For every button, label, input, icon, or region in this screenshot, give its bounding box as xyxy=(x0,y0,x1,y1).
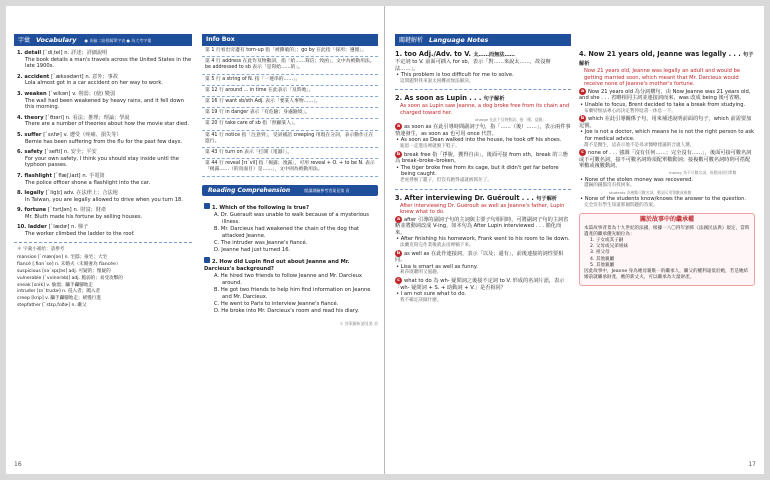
culture-box-title: 關於故事中的繼承權 xyxy=(639,216,694,224)
vocab-zh: 詳述；詳細說明 xyxy=(71,50,108,56)
vocab-pos: n. xyxy=(65,114,71,121)
vocab-headline xyxy=(17,74,192,81)
vocab-pos: n. xyxy=(64,149,69,156)
note-4-heading: 4. Now 21 years old, Jeanne was legally . . . 句子解析 xyxy=(579,50,754,67)
vocab-zh: 手電筒 xyxy=(89,172,105,179)
vocab-number: 8. xyxy=(17,190,23,197)
vocab-headline xyxy=(17,190,192,197)
extra-vocab-item: stepfather [ˋstɛpˌfɑðɚ] n. 繼父 xyxy=(17,303,87,309)
vocab-example: The wall had been weakened by heavy rains, and it fell down this morning. xyxy=(25,97,184,111)
rc-question xyxy=(204,203,376,212)
vocab-entry xyxy=(14,91,192,111)
vocab-pron: [ˋθɪəri] xyxy=(45,114,64,121)
vocab-pron: [ˋflæʃˌlaɪt] xyxy=(53,172,81,179)
culture-box-item: 2. 父母或兄弟姐妹 xyxy=(590,244,629,250)
rc-option: D. He broke into Mr. Darcieux's room and read his diary. xyxy=(214,307,359,314)
culture-box-body: 本篇故事背景為十九世紀的法國，根據一八〇四年頒佈《法國民法典》規定，當時遺產的繼承優先順位為： xyxy=(584,225,750,237)
extra-vocab-item: creep [krip] v. 躡手躡腳地走；緩慢行進 xyxy=(17,296,101,302)
vocab-entry xyxy=(14,224,192,237)
vocab-example: Lola almost got in a car accident on her way to work. xyxy=(25,80,163,87)
note-1-text: 不定詞 to V. 前面可插入 for sb，表示「對……來說太……，故沒辦法……」。 xyxy=(395,59,551,72)
culture-box-end: 因此故事中，Jeanne 身為她母親唯一的繼承人，繼父的權利遠低於她，若是她結婚前就繼承財產，她的新丈夫，可以繼承為大量財產。 xyxy=(584,269,749,281)
vocab-headline xyxy=(17,224,192,231)
question-box-icon xyxy=(204,257,210,263)
vocab-number: 10. xyxy=(17,224,27,231)
rc-question xyxy=(204,257,376,273)
info-row: 第 16 行 want sb/sth Adj. 表示「要某人事物……」。 xyxy=(202,97,378,108)
vocab-zh: 在法律上；合法地 xyxy=(76,190,118,197)
vocabulary-header xyxy=(14,34,192,46)
vocab-pos: v. xyxy=(72,90,77,97)
culture-box-list xyxy=(584,238,750,269)
rc-question-number: 2. xyxy=(212,258,218,265)
reading-comprehension-questions xyxy=(202,196,378,315)
culture-box-item: 3. 祖父母 xyxy=(590,250,610,256)
info-box-header xyxy=(202,34,378,46)
note-4c-annotation: money 為不可數名詞，故動詞須用單數 xyxy=(669,169,737,175)
extra-vocab-item: mansion [ˋmænʃən] n. 宅邸；豪宅；大宅 xyxy=(17,255,108,261)
right-page xyxy=(385,6,764,474)
vocab-word: suffer xyxy=(24,131,42,138)
note-4c-annotation-2: students 為複數可數名詞，動詞可用單數或複數 xyxy=(609,189,692,195)
info-row: 第 43 行 turn on 表示「打開（電器）」。 xyxy=(202,148,378,159)
vocab-headline xyxy=(17,115,192,122)
note-1-example: • This problem is too difficult for me to solve. xyxy=(396,72,514,79)
vocab-pron: [ˋdiˌtel] xyxy=(43,50,63,56)
extra-vocab-item: vulnerable [ˋvʌlnərəbḷ] adj. 脆弱的；易受攻擊的 xyxy=(17,275,123,281)
note-4c: c none of . . . 強調「沒有任何……；完全沒有……」，後面可接可數名詞或不可數名詞，接不可數名詞時須配單數動詞；接複數可數名詞時則可搭配單數或複數動詞。 xyxy=(579,150,752,170)
vocab-number: 4. xyxy=(17,114,23,121)
badge-a-icon: a xyxy=(580,88,585,94)
vocab-zh: 遭受（疼痛、損失等） xyxy=(69,131,122,138)
note-3-heading: 3. After interviewing Dr. Guéroult . . . 句子解析 xyxy=(395,193,557,202)
extra-vocabulary xyxy=(14,247,192,310)
page-number-left: 16 xyxy=(14,461,22,468)
vocab-pos: n. xyxy=(73,207,79,214)
rc-option: B. He got two friends to help him find information on Jeanne and Mr. Darcieux. xyxy=(214,286,371,300)
note-1-example-zh: 這問題對我來說太困難而無法解決。 xyxy=(400,78,474,84)
extra-vocabulary-title: ＊ 字彙小補給：請參考 xyxy=(17,246,65,252)
badge-a-icon: a xyxy=(396,124,401,130)
extra-vocab-item: fiancé [ˌfiɑnˋse] n. 未婚夫（未婚妻為 fiancée） xyxy=(17,262,121,268)
note-3a-example: • After finishing his homework, Frank went to his room to lie down. xyxy=(396,236,570,243)
vocab-zh: 意外；事故 xyxy=(92,73,119,80)
note-3b-example: • Lisa is smart as well as funny. xyxy=(396,263,478,270)
vocab-word: ladder xyxy=(28,224,47,231)
vocab-example: There are a number of theories about how the movie star died. xyxy=(25,121,189,128)
note-4c-example-zh: 遭竊的錢都沒有找回來。 xyxy=(584,183,635,189)
vocab-entry xyxy=(14,173,192,186)
badge-a-icon: a xyxy=(396,216,401,222)
note-2b: b break free 指「掙脫，獲得自由」，後面可接 from sth，break 的三態為 break–broke–broken。 xyxy=(395,151,568,165)
reading-comprehension-header xyxy=(202,185,378,196)
vocab-number: 9. xyxy=(17,207,23,214)
vocab-headline xyxy=(17,132,192,139)
notes-body-2 xyxy=(579,50,755,286)
vocab-example: The book details a man's travels across the United States in the late 1900s. xyxy=(25,56,192,70)
vocab-pos: n. xyxy=(64,50,70,56)
vocab-number: 2. xyxy=(17,73,23,80)
note-2-sentence: As soon as Lupin saw Jeanne, a dog broke free from its chain and charged toward her. xyxy=(400,103,570,116)
divider xyxy=(395,89,571,90)
vocab-headline xyxy=(17,91,192,98)
note-3a-example-zh: 法蘭克寫完作業後就去房裡躺下來。 xyxy=(400,243,474,249)
extra-vocab-item: sneak [snik] v. 偷溜；躡手躡腳地走 xyxy=(17,282,93,288)
vocab-word: weaken xyxy=(24,90,47,97)
vocabulary-title-en: Vocabulary xyxy=(35,36,77,44)
vocab-example: For your own safety, I think you should stay inside until the typhoon passes. xyxy=(25,155,179,169)
rc-question-text: How did Lupin find out about Jeanne and Mr. Darcieux's background? xyxy=(204,258,350,272)
vocab-pron: [ˋsefti] xyxy=(44,149,63,156)
note-3c: c what to do 為 wh- 疑問詞之後接不定詞 to V. 形成的名詞片語，表示「wh- 疑問詞 + S. + 助動詞 + V.」是否相同？ xyxy=(395,278,565,291)
vocab-example: In Taiwan, you are legally allowed to drive when you turn 18. xyxy=(25,196,183,203)
vocabulary-column xyxy=(14,34,192,310)
vocab-example: The worker climbed the ladder to the roof. xyxy=(25,231,135,238)
vocabulary-legend: ● 英檢二級相關單字表 ● 為大考字彙 xyxy=(84,38,152,43)
vocab-entry xyxy=(14,132,192,145)
badge-c-icon: c xyxy=(579,149,586,156)
vocab-headline xyxy=(17,207,192,214)
badge-b-icon: b xyxy=(396,151,401,157)
vocab-zh: 安全；平安 xyxy=(70,149,97,156)
vocab-zh: 削弱；(使) 變弱 xyxy=(78,90,116,97)
info-box-list xyxy=(202,46,378,177)
vocab-number: 7. xyxy=(17,172,23,179)
info-row: 第 44 行 reveal [rɪˋvil] 指「揭露；洩露」，可用 reveal + O. + to be N. 表示「揭露……（的真面目）是……」，文中則為被動用法。 xyxy=(202,159,378,176)
vocab-example: Bernie has been suffering from the flu for the past few days. xyxy=(25,138,183,145)
vocab-pos: n. xyxy=(82,172,88,179)
vocab-word: safety xyxy=(24,149,43,156)
note-4b-example: • Joe is not a doctor, which means he is not the right person to ask for medical advice. xyxy=(580,129,755,142)
note-3-sentence: After interviewing Dr. Guéroult as well as Jeanne's father, Lupin knew what to do. xyxy=(400,202,565,216)
rc-subtitle: 閱讀測驗參考答案見第 頁 xyxy=(304,187,350,193)
divider xyxy=(395,189,571,190)
vocab-word: fortune xyxy=(24,207,47,214)
note-4c-example: • None of the stolen money was recovered. xyxy=(580,176,694,183)
note-3a: a after 引導的副詞子句的主詞與主要子句相同時，可將副詞子句的主詞省略並將動詞改成 V-ing，如本句為 After Lupin interviewed . . . 簡化而來。 xyxy=(395,216,569,236)
info-row: 第 41 行 notice 指「注意到」，受詞補語 creeping 用現在分詞，表示動作正在進行。 xyxy=(202,131,378,148)
vocab-pos: n. xyxy=(71,224,77,231)
extra-vocab-item: suspicious [səˋspɪʃəs] adj. 可疑的；懷疑的 xyxy=(17,269,111,275)
vocab-number: 3. xyxy=(17,90,23,97)
vocab-zh: 財富；財產 xyxy=(80,207,107,214)
vocab-pron: [ˋfɔrtʃən] xyxy=(47,207,72,214)
note-2-heading: 2. As soon as Lupin . . . 句子解析 xyxy=(395,94,505,103)
left-page xyxy=(6,6,385,474)
rc-option: A. Dr. Guérault was unable to walk because of a mysterious illness. xyxy=(214,211,370,225)
vocab-word: flashlight xyxy=(24,172,52,179)
note-2b-example: • The tiger broke free from its cage, but it didn't get far before being caught. xyxy=(396,164,559,178)
culture-box-item: 1. 子女或其子嗣 xyxy=(590,238,624,244)
vocab-pron: [ˋligḷɪ] xyxy=(45,190,62,197)
vocab-headline xyxy=(17,50,192,57)
rc-option: B. Mr. Darcieux had weakened the chain of the dog that attacked Jeanne. xyxy=(214,225,360,239)
info-row: 第 1 行看出旁邊有 torn-up 指「被撕破的」；go by 在此指「採用；遵循」。 xyxy=(202,46,378,57)
rc-option: D. Jeanne had just turned 16. xyxy=(214,246,291,253)
vocab-number: 5. xyxy=(17,131,23,138)
info-row: 第 4 行 address 在此作及物動詞，指「給……寫信；致函」，文中為被動用法。be addressed to sb 表示「是寫給……的」。 xyxy=(202,57,378,74)
note-1-heading: 1. too Adj./Adv. to V. 太……而無法…… xyxy=(395,50,515,58)
note-2b-example-zh: 老虎掙脫了籠子，但沒有跑得遠就被抓住了。 xyxy=(400,177,492,183)
vocab-headline xyxy=(17,149,192,156)
vocab-pron: [ˋwikən] xyxy=(48,90,71,97)
extra-vocabulary-list xyxy=(17,255,192,309)
info-box-title: Info Box xyxy=(206,36,235,43)
vocab-pron: [ˋæksədənt] xyxy=(51,73,84,80)
book-spread xyxy=(6,6,764,474)
note-4-sentence: Now 21 years old, Jeanne was legally an adult and would be getting married soon, which meant that Mr. Darcieux would receive none of Jeanne's mother's fortune. xyxy=(584,68,741,88)
vocab-entry xyxy=(14,74,192,87)
note-3c-example: • I am not sure what to do. xyxy=(396,291,467,298)
vocab-number: 1. xyxy=(17,50,23,56)
divider xyxy=(14,242,192,243)
info-column xyxy=(202,34,378,327)
vocab-pos: n. xyxy=(85,73,91,80)
notes-column-2 xyxy=(579,34,755,286)
culture-box xyxy=(579,213,755,285)
rc-question-text: Which of the following is true? xyxy=(219,204,309,211)
note-2-annotation: charge 在此不及物動詞，指「衝；猛衝」 xyxy=(475,116,547,122)
note-3c-example-zh: 我不確定該做什麼。 xyxy=(400,297,442,303)
vocabulary-list xyxy=(14,50,192,238)
vocab-entry xyxy=(14,207,192,220)
notes-title-zh: 關鍵解析 xyxy=(399,37,424,44)
notes-header xyxy=(395,34,571,46)
page-number-right: 17 xyxy=(748,461,756,468)
vocab-example: Mr. Bluth made his fortune by selling houses. xyxy=(25,213,143,220)
vocab-word: legally xyxy=(24,190,44,197)
question-box-icon xyxy=(204,203,210,209)
vocab-word: theory xyxy=(24,114,44,121)
info-row: 第 5 行 a string of N. 指「一連串的……」。 xyxy=(202,75,378,86)
vocab-entry xyxy=(14,149,192,169)
vocab-zh: 看法；推理；理論；學說 xyxy=(72,114,130,121)
vocab-zh: 梯子 xyxy=(77,224,89,231)
badge-b-icon: b xyxy=(396,250,401,256)
notes-column-1 xyxy=(395,34,571,304)
note-4a: a Now 21 years old 為分詞構句，由 Now Jeanne was 21 years old, and she . . . 省略相同主詞並連接詞而來，was 改成 being 後可省略。 xyxy=(579,88,751,102)
culture-box-item: 5. 其他親屬 xyxy=(590,262,615,268)
rc-option: C. The intruder was Jeanne's fiancé. xyxy=(214,239,308,246)
vocab-word: detail xyxy=(24,50,42,56)
vocab-pos: v. xyxy=(63,131,68,138)
info-row: 第 12 行 around ... in time 在此表示「及時地」。 xyxy=(202,86,378,97)
note-3b: b as well as 在此作連接詞，表示「以及；還有」，前後連接的詞性要相同。 xyxy=(395,250,564,264)
note-2a-example-zh: 迪恩一走進房裡就脫下鞋子。 xyxy=(400,143,460,149)
note-4b: b which 在此引導關係子句，用來補述說明前面的句子，which 前需要加逗號。 xyxy=(579,116,752,129)
info-row: 第 20 行 take care of sb 指「照顧某人」。 xyxy=(202,119,378,130)
vocab-word: accident xyxy=(24,73,50,80)
vocab-headline xyxy=(17,173,192,180)
badge-b-icon: b xyxy=(580,116,585,122)
extra-vocab-item: intruder [ɪnˋtrudɚ] n. 侵入者；闖入者 xyxy=(17,289,101,295)
vocab-pron: [ˋlædɚ] xyxy=(48,224,70,231)
badge-c-icon: c xyxy=(395,277,402,284)
notes-title-en: Language Notes xyxy=(428,36,489,44)
note-4c-example-2: • None of the students know/knows the answer to the question. xyxy=(580,196,747,203)
note-4c-example-2-zh: 完全沒有學生知道那個問題的答案。 xyxy=(584,202,658,208)
rc-option: A. He hired two friends to follow Jeanne and Mr. Darcieux around. xyxy=(214,272,362,286)
vocab-pos: adv. xyxy=(63,190,75,197)
vocab-pron: [ˋsʌfɚ] xyxy=(43,131,62,138)
vocab-number: 6. xyxy=(17,149,23,156)
note-4a-example: • Unable to focus, Brent decided to take a break from studying. xyxy=(580,101,746,108)
vocabulary-title-zh: 字彙 xyxy=(18,37,31,44)
rc-footnote: ＊ 答案解析請見第 頁 xyxy=(339,320,378,326)
note-3b-example-zh: 莉莎既聰明又風趣。 xyxy=(400,270,442,276)
note-2a-example: • As soon as Dean walked into the house, he took off his shoes. xyxy=(396,137,562,144)
notes-body-1 xyxy=(395,50,571,304)
rc-option: C. He went to Paris to interview Jeanne's fiancé. xyxy=(214,300,339,307)
note-2a: a as soon as 在此引導時間副詞子句，指「……（後）……」，表示兩件事情連發生，as soon as 也可用 once 代替。 xyxy=(395,124,571,137)
vocab-entry xyxy=(14,115,192,128)
info-row: 第 19 行 in danger 表示「有危險；身處險境」。 xyxy=(202,108,378,119)
rc-title: Reading Comprehension xyxy=(208,186,291,194)
culture-box-item: 4. 其他親屬 xyxy=(590,256,615,262)
vocab-example: The police officer shone a flashlight into the car. xyxy=(25,179,151,186)
vocab-entry xyxy=(14,50,192,70)
rc-question-number: 1. xyxy=(212,204,218,211)
note-4b-example-zh: 喬不是醫生，這表示他不是尋求醫療建議的合適人選。 xyxy=(584,142,695,148)
vocab-entry xyxy=(14,190,192,203)
note-4a-example-zh: 布蘭特無法專心而決定暫停唸書一休息一下。 xyxy=(584,108,676,114)
